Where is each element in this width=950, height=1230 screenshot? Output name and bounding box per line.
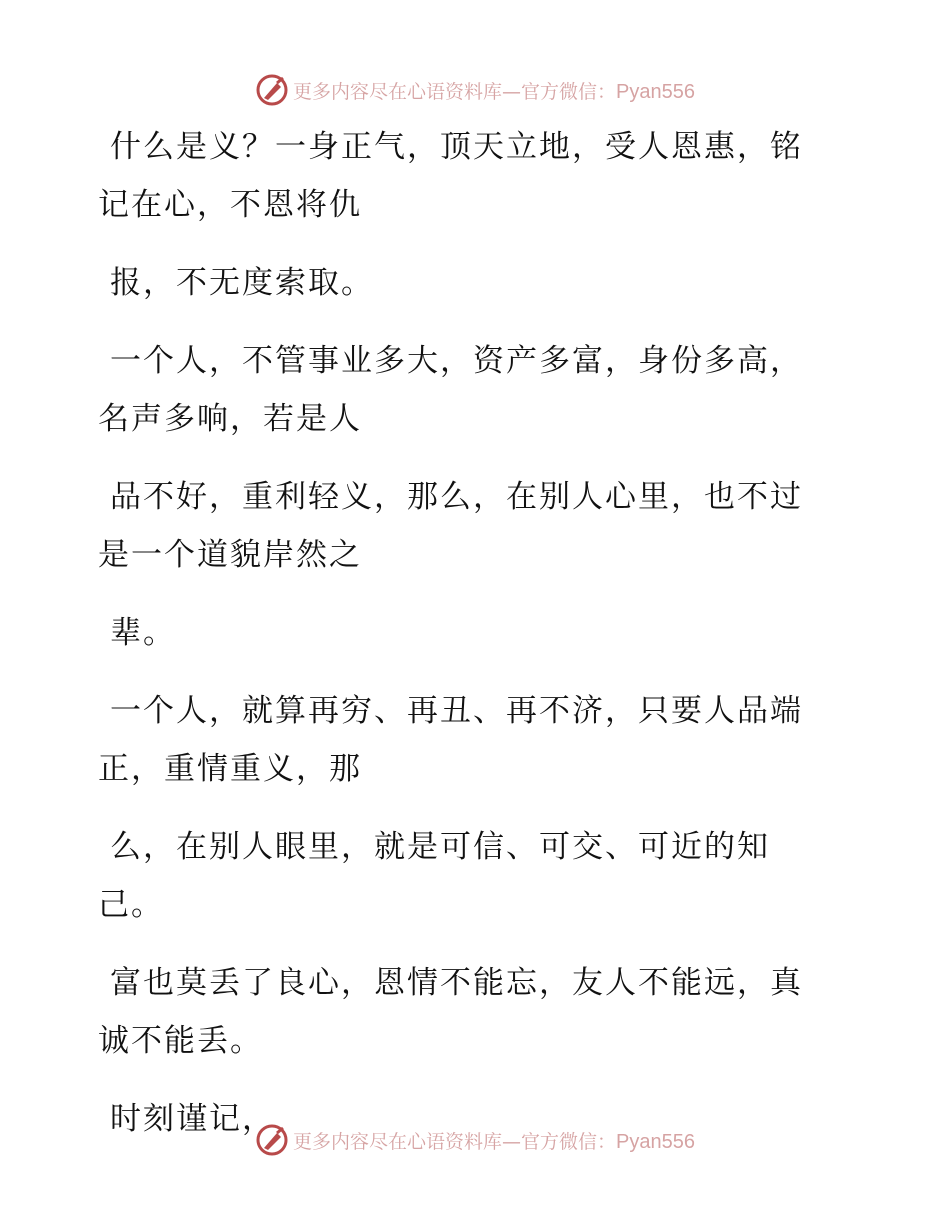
paragraph-line: 时刻谨记， [110, 1101, 275, 1137]
footer-watermark [0, 1118, 950, 1162]
paragraph-line: 品不好，重利轻义，那么，在别人心里，也不过 [110, 479, 803, 515]
footer-text: 更多内容尽在心语资料库—官方微信： [293, 1130, 617, 1153]
paragraph [98, 332, 838, 448]
paragraph-line: 己。 [98, 887, 164, 923]
paragraph [98, 254, 838, 312]
paragraph-line: 报，不无度索取。 [110, 265, 374, 301]
paragraph-line: 是一个道貌岸然之 [98, 537, 362, 573]
paragraph-line: 记在心，不恩将仇 [98, 187, 362, 223]
paragraph-line: 辈。 [110, 615, 176, 651]
paragraph [98, 118, 838, 234]
paragraph-line: 一个人，就算再穷、再丑、再不济，只要人品端 [110, 693, 803, 729]
footer-wechat-id: Pyan556 [616, 1130, 695, 1153]
header-text: 更多内容尽在心语资料库—官方微信： [293, 80, 617, 103]
paragraph [98, 818, 838, 934]
header-wechat-id: Pyan556 [616, 80, 695, 103]
paragraph [98, 682, 838, 798]
paragraph-line: 富也莫丢了良心，恩情不能忘，友人不能远，真 [110, 965, 803, 1001]
pen-logo-icon [255, 1123, 289, 1157]
paragraph-line: 诚不能丢。 [98, 1023, 263, 1059]
pen-logo-icon [255, 73, 289, 107]
paragraph [98, 604, 838, 662]
paragraph [98, 954, 838, 1070]
paragraph-line: 一个人，不管事业多大，资产多富，身份多高， [110, 343, 803, 379]
paragraph [98, 468, 838, 584]
paragraph-line: 么，在别人眼里，就是可信、可交、可近的知 [110, 829, 770, 865]
header-watermark [0, 68, 950, 112]
paragraph-line: 名声多响，若是人 [98, 401, 362, 437]
document-body [98, 118, 838, 1168]
paragraph-line: 什么是义？一身正气，顶天立地，受人恩惠，铭 [110, 129, 803, 165]
paragraph-line: 正，重情重义，那 [98, 751, 362, 787]
